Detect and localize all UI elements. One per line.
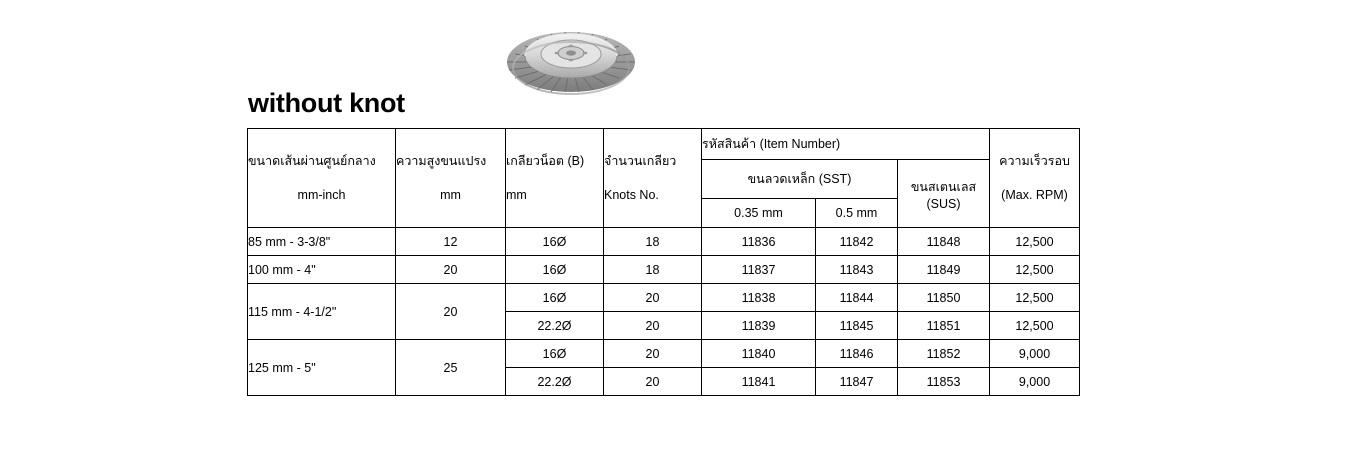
table-header-row-1 [248, 129, 1080, 160]
cell-rpm: 9,000 [990, 368, 1080, 396]
cell-sus-05: 11849 [898, 256, 990, 284]
header-thread [506, 129, 604, 228]
cell-thread: 22.2Ø [506, 312, 604, 340]
header-knots-line2: Knots No. [604, 188, 659, 202]
cell-knots: 20 [604, 284, 702, 312]
cell-height: 25 [396, 340, 506, 396]
cell-sst-035: 11837 [702, 256, 816, 284]
header-knots-line1: จำนวนเกลียว [604, 153, 677, 168]
header-sus-line2: (SUS) [926, 196, 961, 211]
cell-height: 20 [396, 284, 506, 340]
page-title: without knot [248, 88, 405, 118]
header-thread-line1: เกลียวน็อต (B) [506, 153, 585, 168]
header-height [396, 129, 506, 228]
table-row [248, 256, 1080, 284]
cell-height: 12 [396, 228, 506, 256]
header-height-line1: ความสูงขนแปรง [396, 153, 487, 168]
cell-sst-05: 11847 [816, 368, 898, 396]
spec-table-wrapper [247, 128, 1079, 396]
cell-sus-05: 11850 [898, 284, 990, 312]
cell-sst-05: 11842 [816, 228, 898, 256]
table-row [248, 340, 1080, 368]
cell-rpm: 9,000 [990, 340, 1080, 368]
cell-knots: 18 [604, 256, 702, 284]
cell-diameter: 115 mm - 4-1/2" [248, 284, 396, 340]
header-diameter-line1: ขนาดเส้นผ่านศูนย์กลาง [248, 153, 376, 168]
cell-sst-035: 11841 [702, 368, 816, 396]
cell-rpm: 12,500 [990, 256, 1080, 284]
cell-sst-035: 11839 [702, 312, 816, 340]
cell-sst-05: 11843 [816, 256, 898, 284]
header-knots [604, 129, 702, 228]
cell-knots: 20 [604, 312, 702, 340]
cell-thread: 16Ø [506, 340, 604, 368]
spec-table-body [248, 228, 1080, 396]
header-sus [898, 160, 990, 228]
header-sst: ขนลวดเหล็ก (SST) [702, 160, 898, 199]
cell-thread: 22.2Ø [506, 368, 604, 396]
cell-knots: 20 [604, 340, 702, 368]
wire-wheel-brush-image [497, 12, 645, 104]
header-rpm [990, 129, 1080, 228]
table-row [248, 284, 1080, 312]
cell-sst-035: 11840 [702, 340, 816, 368]
cell-rpm: 12,500 [990, 228, 1080, 256]
cell-sus-05: 11853 [898, 368, 990, 396]
cell-sst-035: 11836 [702, 228, 816, 256]
cell-thread: 16Ø [506, 256, 604, 284]
cell-height: 20 [396, 256, 506, 284]
cell-diameter: 85 mm - 3-3/8" [248, 228, 396, 256]
header-item-number: รหัสสินค้า (Item Number) [702, 129, 990, 160]
header-thread-line2: mm [506, 188, 527, 202]
header-sst-035: 0.35 mm [702, 199, 816, 228]
cell-sst-035: 11838 [702, 284, 816, 312]
header-sst-05: 0.5 mm [816, 199, 898, 228]
cell-rpm: 12,500 [990, 284, 1080, 312]
cell-thread: 16Ø [506, 284, 604, 312]
cell-sus-05: 11851 [898, 312, 990, 340]
cell-rpm: 12,500 [990, 312, 1080, 340]
cell-thread: 16Ø [506, 228, 604, 256]
cell-diameter: 125 mm - 5" [248, 340, 396, 396]
header-rpm-line2: (Max. RPM) [1001, 188, 1068, 202]
cell-sst-05: 11845 [816, 312, 898, 340]
cell-sst-05: 11844 [816, 284, 898, 312]
cell-knots: 18 [604, 228, 702, 256]
cell-sus-05: 11848 [898, 228, 990, 256]
header-diameter [248, 129, 396, 228]
header-sus-line1: ขนสเตนเลส [910, 179, 977, 194]
spec-table [247, 128, 1080, 396]
header-diameter-line2: mm-inch [297, 188, 346, 202]
cell-sus-05: 11852 [898, 340, 990, 368]
header-rpm-line1: ความเร็วรอบ [999, 153, 1070, 168]
cell-knots: 20 [604, 368, 702, 396]
cell-sst-05: 11846 [816, 340, 898, 368]
header-height-line2: mm [440, 188, 461, 202]
cell-diameter: 100 mm - 4" [248, 256, 396, 284]
table-row [248, 228, 1080, 256]
